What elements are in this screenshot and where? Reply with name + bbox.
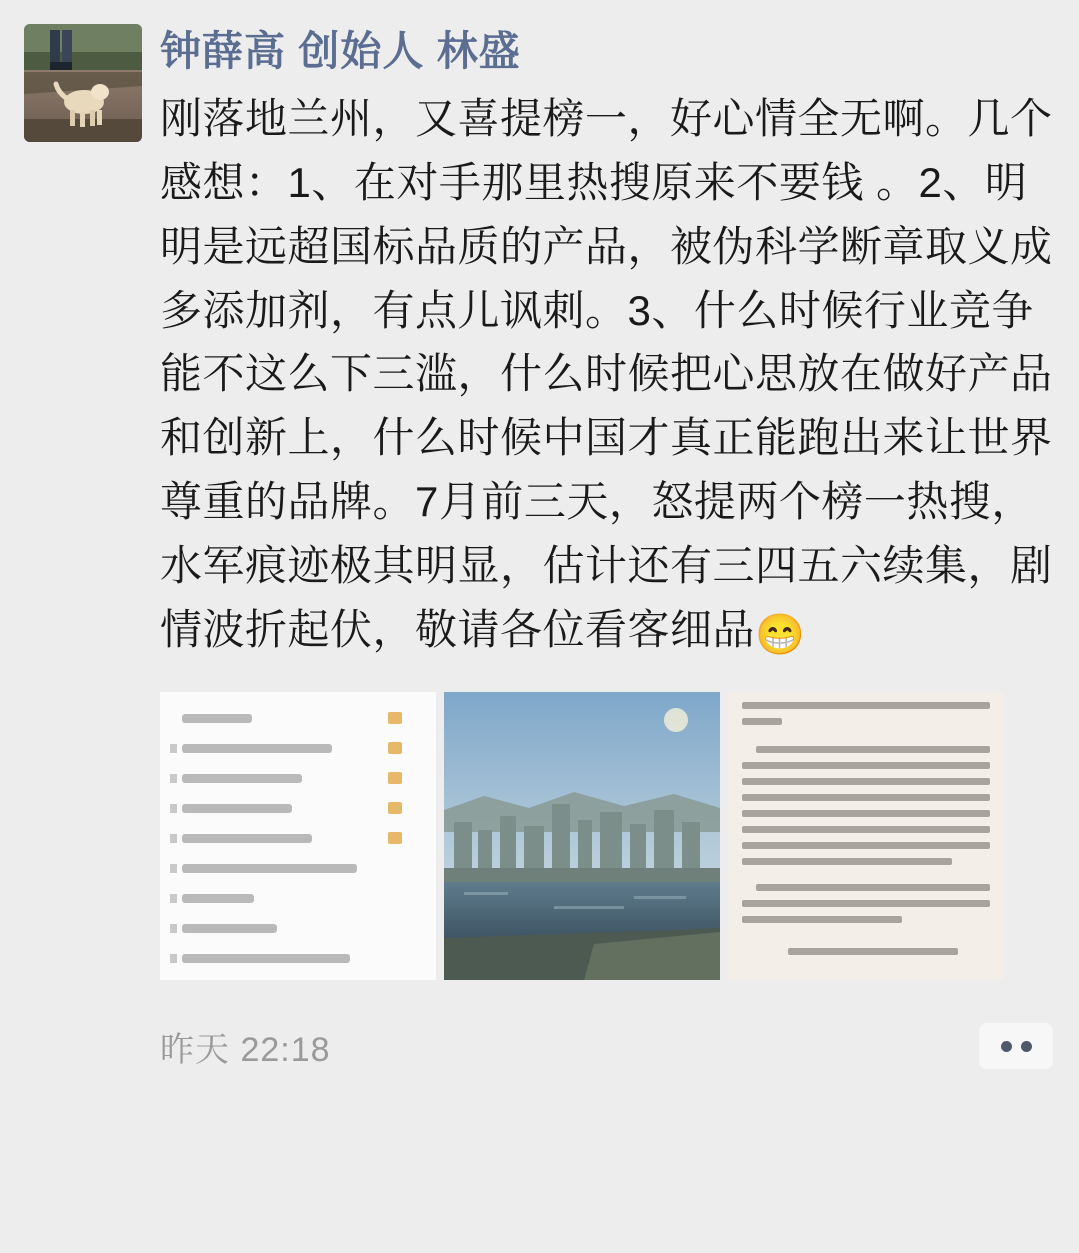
post-image-grid bbox=[160, 692, 1059, 980]
dot-icon bbox=[1021, 1041, 1032, 1052]
post-image-1[interactable] bbox=[444, 692, 720, 980]
post-text bbox=[160, 87, 1059, 665]
post-content bbox=[160, 24, 1059, 1253]
grin-emoji: 😁 bbox=[755, 612, 806, 657]
post-image-2[interactable] bbox=[728, 692, 1004, 980]
post-footer bbox=[160, 1022, 1059, 1071]
city-river-photo bbox=[444, 692, 720, 980]
post-text-body: 刚落地兰州，又喜提榜一，好心情全无啊。几个感想：1、在对手那里热搜原来不要钱 。2、明明是远超国标品质的产品，被伪科学断章取义成多添加剂，有点儿讽刺。3、什么时候行业竞争能不这么下三滥，什么时候把心思放在做好产品和创新上，什么时候中国才真正能跑出来让世界尊重的品牌。7月前三天，怒提两个榜一热搜，水军痕迹极其明显，估计还有三四五六续集，剧情波折起伏，敬请各位看客细品 bbox=[160, 95, 1053, 653]
post-timestamp: 昨天 22:18 bbox=[160, 1030, 331, 1069]
post-image-0[interactable] bbox=[160, 692, 436, 980]
more-actions-button[interactable] bbox=[979, 1023, 1053, 1069]
post-author[interactable]: 钟薛高 创始人 林盛 bbox=[160, 28, 521, 74]
avatar[interactable] bbox=[24, 24, 142, 142]
dot-icon bbox=[1001, 1041, 1012, 1052]
article-text-photo bbox=[728, 692, 1004, 980]
avatar-image bbox=[24, 24, 142, 142]
hot-search-list-icon bbox=[160, 692, 436, 980]
